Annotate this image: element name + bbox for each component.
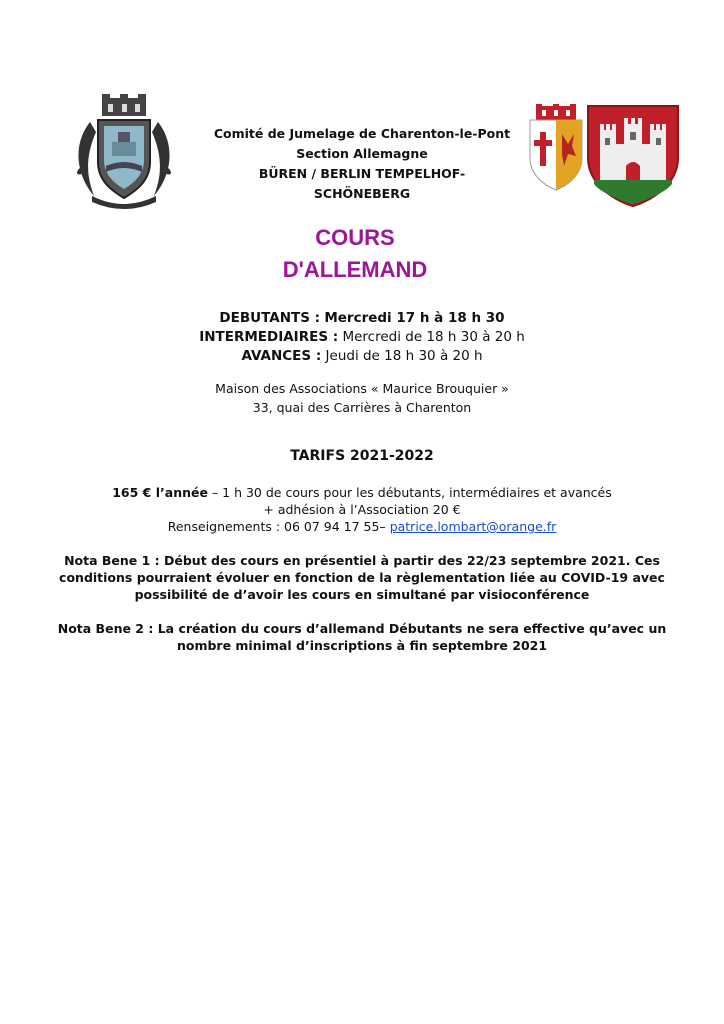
venue-line-2: 33, quai des Carrières à Charenton	[252, 400, 472, 415]
committee-header	[190, 124, 534, 204]
price-rest: – 1 h 30 de cours pour les débutants, intermédiaires et avancés	[207, 485, 612, 500]
nota-bene-2: Nota Bene 2 : La création du cours d’allemand Débutants ne sera effective qu’avec un nombre minimal d’inscriptions à fin septembre 2021	[57, 621, 667, 653]
schedule-intermediaires	[130, 328, 594, 347]
avances-value: Jeudi de 18 h 30 à 20 h	[325, 348, 483, 364]
page-title-line-1: COURS	[315, 225, 395, 250]
venue-block	[130, 379, 594, 417]
contact-line	[60, 518, 664, 535]
nota-bene-1: Nota Bene 1 : Début des cours en présentiel à partir des 22/23 septembre 2021. Ces conditions pourraient évoluer en fonction de la règlementation liée au COVID-19 avec possibilité de d’avoir les cours en simultané par visioconférence	[59, 553, 665, 602]
price-line	[60, 484, 664, 501]
intermediaires-label: INTERMEDIAIRES :	[199, 329, 339, 345]
committee-line-4: SCHÖNEBERG	[313, 186, 411, 201]
intermediaires-value: Mercredi de 18 h 30 à 20 h	[342, 329, 525, 345]
schedule-debutants	[130, 309, 594, 328]
renseignements-text: Renseignements : 06 07 94 17 55–	[167, 519, 390, 534]
debutants-label: DEBUTANTS :	[219, 310, 321, 326]
charenton-coat-of-arms-icon	[72, 92, 176, 210]
venue-line-1: Maison des Associations « Maurice Brouquier »	[215, 381, 509, 396]
committee-line-2: Section Allemagne	[296, 146, 428, 161]
email-link[interactable]: patrice.lombart@orange.fr	[389, 519, 557, 534]
adhesion-line: + adhésion à l’Association 20 €	[263, 502, 461, 517]
page-title-line-2: D'ALLEMAND	[282, 257, 428, 282]
tarifs-heading: TARIFS 2021-2022	[290, 448, 434, 464]
schedule-avances	[130, 347, 594, 366]
debutants-value: Mercredi 17 h à 18 h 30	[324, 310, 505, 326]
price-bold: 165 € l’année	[112, 485, 208, 500]
schedule-block	[130, 309, 594, 366]
tempelhof-schoeneberg-coat-of-arms-icon	[586, 104, 680, 208]
committee-line-3: BÜREN / BERLIN TEMPELHOF-	[258, 166, 466, 181]
prices-block	[60, 484, 664, 535]
avances-label: AVANCES :	[241, 348, 322, 364]
committee-line-1: Comité de Jumelage de Charenton-le-Pont	[213, 126, 511, 141]
bueren-coat-of-arms-icon	[528, 104, 584, 192]
